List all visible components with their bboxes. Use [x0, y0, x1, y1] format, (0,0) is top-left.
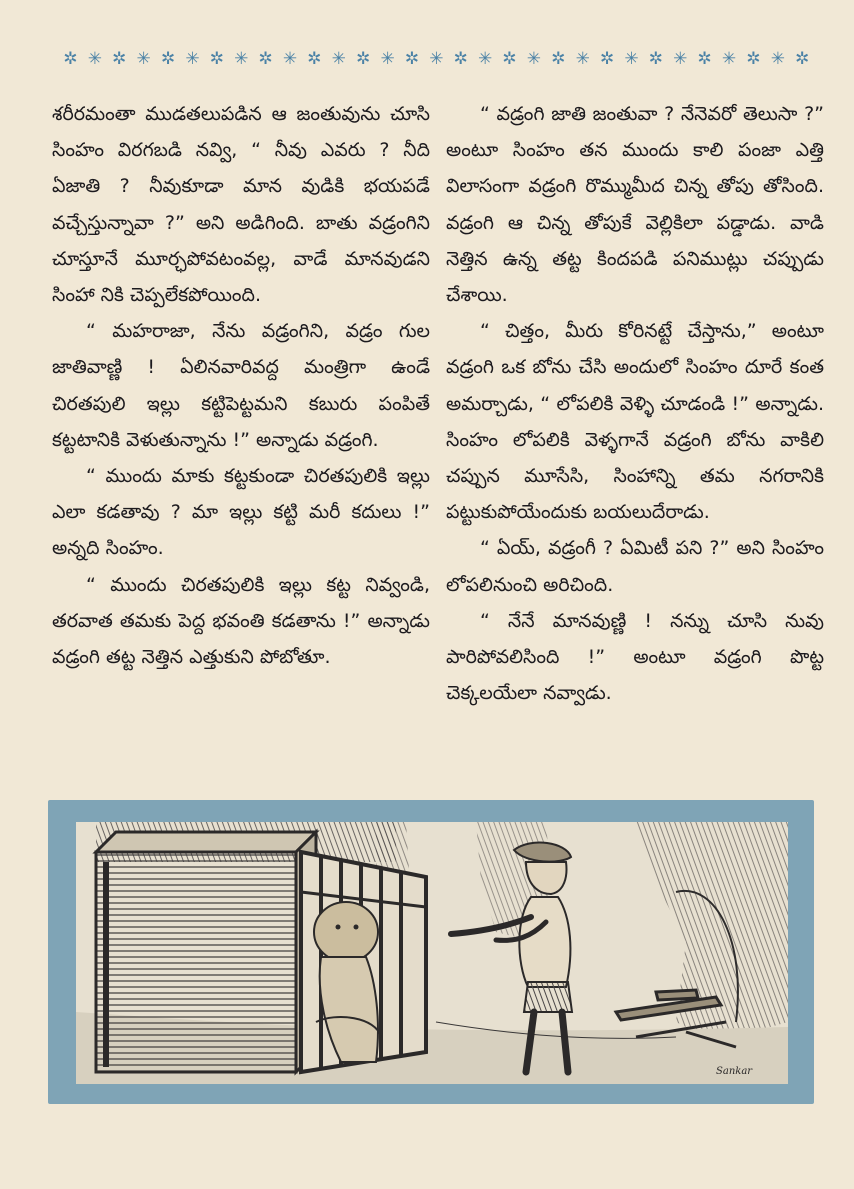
border-ornament: ✳: [234, 49, 248, 69]
right-text-column: [446, 96, 824, 711]
border-ornament: ✳: [380, 49, 394, 69]
border-ornament: ✲: [795, 49, 809, 69]
border-ornament: ✳: [136, 49, 150, 69]
border-ornament: ✲: [648, 49, 662, 69]
illustration-carpenter-caged-lion: [76, 822, 788, 1084]
border-ornament: ✲: [697, 49, 711, 69]
border-ornament: ✳: [282, 49, 297, 69]
border-ornament: ✲: [453, 49, 467, 69]
border-ornament: ✳: [770, 49, 784, 69]
left-text-column: [52, 96, 430, 675]
border-ornament: ✲: [209, 49, 223, 69]
border-ornament: ✲: [307, 49, 321, 69]
border-ornament: ✳: [673, 49, 687, 69]
illustration-frame: [48, 800, 814, 1104]
paragraph: శరీరమంతా ముడతలుపడిన ఆ జంతువును చూసి సింహం విరగబడి నవ్వి, “ నీవు ఎవరు ? నీది ఏజాతి ? నీవుకూడా మాన వుడికి భయపడే వచ్చేస్తున్నావా ?” అని అడిగింది. బాతు వడ్రంగిని చూస్తూనే మూర్ఛపోవటంవల్ల, వాడే మానవుడని సింహా నికి చెప్పలేకపోయింది.: [52, 103, 430, 307]
border-ornament: ✲: [63, 49, 77, 69]
border-ornament: ✳: [575, 49, 589, 69]
paragraph: “ మహరాజా, నేను వడ్రంగిని, వడ్రం గుల జాతివాణ్ణి ! ఏలినవారివద్ద మంత్రిగా ఉండే చిరతపులి ఇల్లు కట్టిపెట్టమని కబురు పంపితే కట్టటానికి వెళుతున్నాను !” అన్నాడు వడ్రంగి.: [52, 320, 430, 451]
border-ornament: ✳: [624, 49, 638, 69]
border-ornament: ✲: [551, 49, 565, 69]
paragraph: “ చిత్తం, మీరు కోరినట్టే చేస్తాను,” అంటూ వడ్రంగి ఒక బోను చేసి అందులో సింహం దూరే కంత అమర్చాడు, “ లోపలికి వెళ్ళి చూడండి !” అన్నాడు. సింహం లోపలికి వెళ్ళగానే వడ్రంగి బోను వాకిలి చప్పున మూసేసి, సింహాన్ని తమ నగరానికి పట్టుకుపోయేందుకు బయలుదేరాడు.: [446, 320, 824, 524]
border-ornament: ✲: [746, 49, 760, 69]
border-ornament: ✳: [526, 49, 541, 69]
border-ornament: ✳: [478, 49, 492, 69]
paragraph: “ ముందు చిరతపులికి ఇల్లు కట్ట నివ్వండి, తరవాత తమకు పెద్ద భవంతి కడతాను !” అన్నాడు వడ్రంగి తట్ట నెత్తిన ఎత్తుకుని పోబోతూ.: [52, 573, 430, 669]
border-ornament: ✳: [185, 49, 199, 69]
border-ornament: ✳: [429, 49, 443, 69]
border-ornament: ✲: [160, 49, 175, 69]
border-ornament: ✳: [331, 49, 345, 69]
border-ornament: ✳: [87, 49, 102, 69]
paragraph: “ వడ్రంగి జాతి జంతువా ? నేనెవరో తెలుసా ?” అంటూ సింహం తన ముందు కాలి పంజా ఎత్తి విలాసంగా వడ్రంగి రొమ్ముమీద చిన్న తోపు తోసింది. వడ్రంగి ఆ చిన్న తోపుకే వెల్లికిలా పడ్డాడు. వాడి నెత్తిన ఉన్న తట్ట కిందపడి పనిముట్లు చప్పుడు చేశాయి.: [446, 103, 824, 307]
border-ornament: ✲: [258, 49, 272, 69]
border-ornament: ✲: [404, 49, 419, 69]
border-ornament: ✳: [721, 49, 736, 69]
paragraph: “ నేనే మానవుణ్ణి ! నన్ను చూసి నువు పారిపోవలిసింది !” అంటూ వడ్రంగి పొట్ట చెక్కలయేలా నవ్వాడు.: [446, 609, 824, 705]
border-ornament: ✲: [112, 49, 126, 69]
border-ornament: ✲: [356, 49, 370, 69]
cage-box: [96, 832, 316, 1072]
artist-signature: Sankar: [716, 1066, 753, 1077]
border-ornament: ✲: [599, 49, 614, 69]
decorative-border-strip: [58, 44, 814, 74]
paragraph: “ ముందు మాకు కట్టకుండా చిరతపులికి ఇల్లు ఎలా కడతావు ? మా ఇల్లు కట్టి మరీ కదులు !” అన్నది సింహం.: [52, 465, 430, 560]
paragraph: “ ఏయ్, వడ్రంగీ ? ఏమిటీ పని ?” అని సింహం లోపలినుంచి అరిచింది.: [446, 537, 824, 596]
border-ornament: ✲: [502, 49, 516, 69]
